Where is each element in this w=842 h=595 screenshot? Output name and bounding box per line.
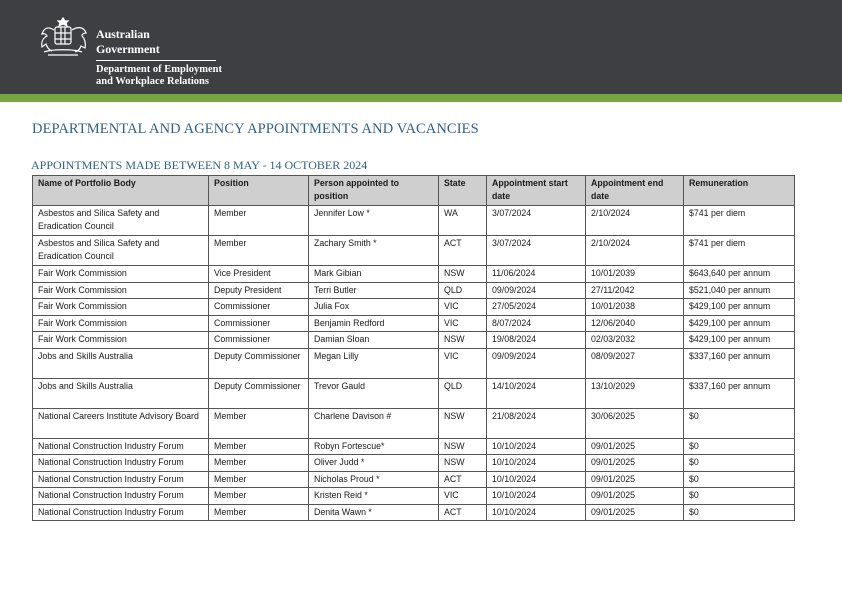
cell-remuneration: $0 <box>684 504 795 521</box>
cell-start-date: 10/10/2024 <box>487 455 586 472</box>
cell-state: VIC <box>439 299 487 316</box>
cell-remuneration: $0 <box>684 408 795 438</box>
cell-position: Deputy Commissioner <box>209 348 309 378</box>
cell-state: VIC <box>439 488 487 505</box>
cell-person: Trevor Gauld <box>309 378 439 408</box>
cell-state: NSW <box>439 455 487 472</box>
cell-position: Member <box>209 504 309 521</box>
cell-end-date: 09/01/2025 <box>586 504 684 521</box>
cell-end-date: 09/01/2025 <box>586 471 684 488</box>
cell-remuneration: $0 <box>684 488 795 505</box>
cell-start-date: 10/10/2024 <box>487 504 586 521</box>
table-row <box>33 315 795 332</box>
cell-remuneration: $429,100 per annum <box>684 315 795 332</box>
cell-start-date: 10/10/2024 <box>487 471 586 488</box>
cell-position: Vice President <box>209 266 309 283</box>
column-header-remuneration: Remuneration <box>684 176 795 206</box>
table-row <box>33 488 795 505</box>
cell-person: Benjamin Redford <box>309 315 439 332</box>
cell-end-date: 10/01/2039 <box>586 266 684 283</box>
cell-position: Deputy Commissioner <box>209 378 309 408</box>
cell-portfolio-body: National Careers Institute Advisory Board <box>33 408 209 438</box>
cell-person: Kristen Reid * <box>309 488 439 505</box>
cell-position: Member <box>209 206 309 236</box>
cell-end-date: 10/01/2038 <box>586 299 684 316</box>
cell-portfolio-body: National Construction Industry Forum <box>33 488 209 505</box>
cell-remuneration: $741 per diem <box>684 236 795 266</box>
cell-portfolio-body: National Construction Industry Forum <box>33 455 209 472</box>
cell-person: Zachary Smith * <box>309 236 439 266</box>
table-row <box>33 348 795 378</box>
column-header-state: State <box>439 176 487 206</box>
cell-person: Jennifer Low * <box>309 206 439 236</box>
cell-state: NSW <box>439 408 487 438</box>
table-body <box>33 206 795 521</box>
cell-position: Commissioner <box>209 315 309 332</box>
cell-position: Member <box>209 236 309 266</box>
cell-end-date: 12/06/2040 <box>586 315 684 332</box>
cell-end-date: 09/01/2025 <box>586 488 684 505</box>
table-row <box>33 438 795 455</box>
department-name-line1: Department of Employment <box>96 64 222 75</box>
cell-portfolio-body: Fair Work Commission <box>33 299 209 316</box>
cell-state: QLD <box>439 378 487 408</box>
cell-person: Oliver Judd * <box>309 455 439 472</box>
cell-remuneration: $521,040 per annum <box>684 282 795 299</box>
cell-start-date: 11/06/2024 <box>487 266 586 283</box>
table-row <box>33 455 795 472</box>
table-row <box>33 471 795 488</box>
section-subtitle: APPOINTMENTS MADE BETWEEN 8 MAY - 14 OCTOBER 2024 <box>31 158 368 172</box>
cell-start-date: 3/07/2024 <box>487 206 586 236</box>
table-row <box>33 266 795 283</box>
coat-of-arms-icon <box>34 16 92 58</box>
cell-person: Megan Lilly <box>309 348 439 378</box>
cell-state: ACT <box>439 471 487 488</box>
cell-remuneration: $429,100 per annum <box>684 332 795 349</box>
government-name: Australian Government <box>96 27 216 61</box>
cell-start-date: 19/08/2024 <box>487 332 586 349</box>
cell-position: Commissioner <box>209 332 309 349</box>
table-row <box>33 408 795 438</box>
cell-end-date: 09/01/2025 <box>586 438 684 455</box>
cell-portfolio-body: Fair Work Commission <box>33 332 209 349</box>
cell-person: Charlene Davison # <box>309 408 439 438</box>
cell-remuneration: $0 <box>684 455 795 472</box>
cell-portfolio-body: National Construction Industry Forum <box>33 504 209 521</box>
table-row <box>33 282 795 299</box>
table-row <box>33 206 795 236</box>
cell-end-date: 2/10/2024 <box>586 236 684 266</box>
cell-remuneration: $643,640 per annum <box>684 266 795 283</box>
cell-remuneration: $741 per diem <box>684 206 795 236</box>
cell-person: Denita Wawn * <box>309 504 439 521</box>
department-name-line2: and Workplace Relations <box>96 76 209 87</box>
cell-state: NSW <box>439 332 487 349</box>
cell-start-date: 27/05/2024 <box>487 299 586 316</box>
cell-state: NSW <box>439 438 487 455</box>
cell-person: Terri Butler <box>309 282 439 299</box>
cell-portfolio-body: Fair Work Commission <box>33 282 209 299</box>
cell-position: Member <box>209 438 309 455</box>
cell-state: ACT <box>439 236 487 266</box>
cell-start-date: 10/10/2024 <box>487 438 586 455</box>
cell-start-date: 09/09/2024 <box>487 282 586 299</box>
table-row <box>33 299 795 316</box>
column-header-position: Position <box>209 176 309 206</box>
page-title: DEPARTMENTAL AND AGENCY APPOINTMENTS AND VACANCIES <box>32 121 479 137</box>
cell-portfolio-body: Fair Work Commission <box>33 266 209 283</box>
cell-start-date: 09/09/2024 <box>487 348 586 378</box>
cell-state: QLD <box>439 282 487 299</box>
cell-position: Member <box>209 455 309 472</box>
cell-remuneration: $0 <box>684 471 795 488</box>
cell-remuneration: $337,160 per annum <box>684 348 795 378</box>
column-header-portfolio-body: Name of Portfolio Body <box>33 176 209 206</box>
cell-start-date: 14/10/2024 <box>487 378 586 408</box>
cell-portfolio-body: National Construction Industry Forum <box>33 471 209 488</box>
cell-person: Nicholas Proud * <box>309 471 439 488</box>
cell-position: Deputy President <box>209 282 309 299</box>
cell-end-date: 27/11/2042 <box>586 282 684 299</box>
cell-end-date: 30/06/2025 <box>586 408 684 438</box>
cell-position: Member <box>209 488 309 505</box>
cell-end-date: 02/03/2032 <box>586 332 684 349</box>
cell-portfolio-body: Jobs and Skills Australia <box>33 348 209 378</box>
cell-end-date: 13/10/2029 <box>586 378 684 408</box>
column-header-end-date: Appointment end date <box>586 176 684 206</box>
cell-portfolio-body: Asbestos and Silica Safety and Eradication Council <box>33 206 209 236</box>
cell-person: Julia Fox <box>309 299 439 316</box>
table-row <box>33 378 795 408</box>
header-banner <box>0 0 842 94</box>
cell-state: VIC <box>439 315 487 332</box>
cell-start-date: 10/10/2024 <box>487 488 586 505</box>
cell-position: Member <box>209 408 309 438</box>
cell-portfolio-body: Fair Work Commission <box>33 315 209 332</box>
cell-portfolio-body: Asbestos and Silica Safety and Eradication Council <box>33 236 209 266</box>
table-row <box>33 332 795 349</box>
cell-state: VIC <box>439 348 487 378</box>
cell-portfolio-body: National Construction Industry Forum <box>33 438 209 455</box>
government-wordmark <box>96 27 222 88</box>
cell-remuneration: $337,160 per annum <box>684 378 795 408</box>
header-accent-band <box>0 94 842 102</box>
column-header-person: Person appointed to position <box>309 176 439 206</box>
cell-end-date: 2/10/2024 <box>586 206 684 236</box>
cell-start-date: 21/08/2024 <box>487 408 586 438</box>
cell-start-date: 3/07/2024 <box>487 236 586 266</box>
appointments-table <box>32 175 795 521</box>
table-row <box>33 504 795 521</box>
cell-portfolio-body: Jobs and Skills Australia <box>33 378 209 408</box>
cell-start-date: 8/07/2024 <box>487 315 586 332</box>
cell-position: Member <box>209 471 309 488</box>
cell-remuneration: $429,100 per annum <box>684 299 795 316</box>
cell-state: ACT <box>439 504 487 521</box>
cell-person: Mark Gibian <box>309 266 439 283</box>
column-header-start-date: Appointment start date <box>487 176 586 206</box>
table-header-row <box>33 176 795 206</box>
cell-state: WA <box>439 206 487 236</box>
cell-end-date: 09/01/2025 <box>586 455 684 472</box>
cell-person: Robyn Fortescue* <box>309 438 439 455</box>
cell-end-date: 08/09/2027 <box>586 348 684 378</box>
cell-person: Damian Sloan <box>309 332 439 349</box>
table-row <box>33 236 795 266</box>
cell-position: Commissioner <box>209 299 309 316</box>
cell-state: NSW <box>439 266 487 283</box>
cell-remuneration: $0 <box>684 438 795 455</box>
